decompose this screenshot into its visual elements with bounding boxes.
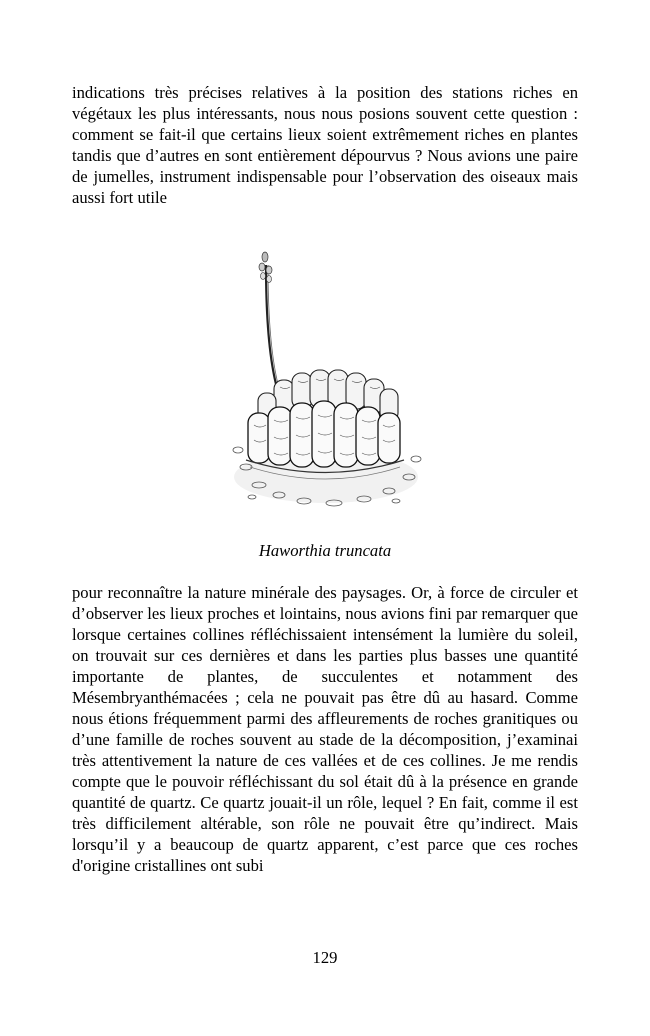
figure-haworthia [224,245,429,515]
paragraph-top: indications très précises relatives à la position des stations riches en végétaux les plus intéressants, nous nous posions souvent cette question : comment se fait-il que certains lieux soient extrêmement riches en plantes tandis que d’autres en sont entièrement dépourvus ? Nous avions une paire de jumelles, instrument indispensable pour l’observation des oiseaux mais aussi fort utile [72,83,578,207]
paragraph-bottom: pour reconnaître la nature minérale des paysages. Or, à force de circuler et d’observer les lieux proches et lointains, nous avions fini par remarquer que lorsque certaines collines réfléchissaient intensément la lumière du soleil, on trouvait sur ces dernières et dans les parties plus basses une quantité importante de plantes, de succulentes et notamment des Mésembryanthémacées ; cela ne pouvait pas être dû au hasard. Comme nous étions fréquemment parmi des affleurements de roches granitiques ou d’une famille de roches souvent au stade de la décomposition, j’examinai très attentivement la nature de ces vallées et de ces collines. Je me rendis compte que le pouvoir réfléchissant du sol était dû à la présence en grande quantité de quartz. Ce quartz jouait-il un rôle, lequel ? En fait, comme il est très difficilement altérable, son rôle ne pouvait être qu’indirect. Mais lorsqu’il y a beaucoup de quartz apparent, c’est parce que ces roches d'origine cristallines ont subi [72,583,578,875]
plant-illustration-icon [224,245,429,515]
figure-caption: Haworthia truncata [258,541,392,560]
page-number: 129 [312,948,338,967]
